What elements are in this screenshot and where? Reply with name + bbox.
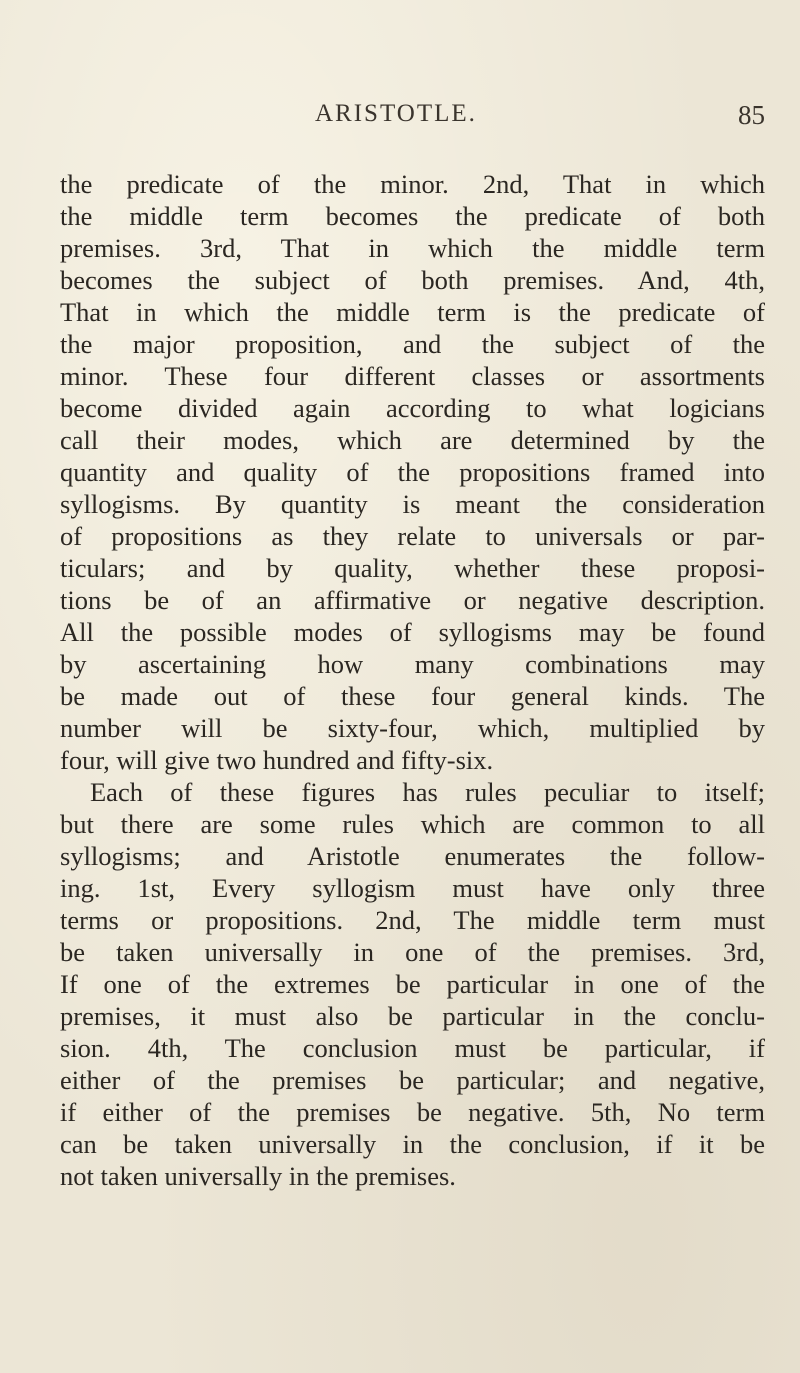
text-line: by ascertaining how many combinations may (60, 649, 765, 679)
text-line: the middle term becomes the predicate of both (60, 201, 765, 231)
text-line: either of the premises be particular; and negative, (60, 1065, 765, 1095)
text-line: Each of these figures has rules peculiar to itself; (90, 777, 765, 807)
text-line: of propositions as they relate to universals or par- (60, 521, 765, 551)
page-number: 85 (738, 100, 765, 130)
text-line: call their modes, which are determined by the (60, 425, 765, 455)
text-line: be made out of these four general kinds. The (60, 681, 765, 711)
text-line: ticulars; and by quality, whether these proposi- (60, 553, 765, 583)
body-text (60, 168, 765, 1192)
text-line: syllogisms; and Aristotle enumerates the follow- (60, 841, 765, 871)
text-line: sion. 4th, The conclusion must be particular, if (60, 1033, 765, 1063)
text-line: not taken universally in the premises. (60, 1161, 456, 1191)
text-line: number will be sixty-four, which, multiplied by (60, 713, 765, 743)
text-line: premises. 3rd, That in which the middle term (60, 233, 765, 263)
text-line: but there are some rules which are common to all (60, 809, 765, 839)
text-line: quantity and quality of the propositions framed into (60, 457, 765, 487)
text-line: minor. These four different classes or assortments (60, 361, 765, 391)
text-line: be taken universally in one of the premises. 3rd, (60, 937, 765, 967)
text-line: becomes the subject of both premises. And, 4th, (60, 265, 765, 295)
text-line: can be taken universally in the conclusion, if it be (60, 1129, 765, 1159)
text-line: ing. 1st, Every syllogism must have only three (60, 873, 765, 903)
running-title: ARISTOTLE. (315, 100, 477, 127)
running-head (60, 100, 765, 140)
text-line: four, will give two hundred and fifty-six. (60, 745, 494, 775)
text-line: the major proposition, and the subject of the (60, 329, 765, 359)
text-line: premises, it must also be particular in the conclu- (60, 1001, 765, 1031)
text-line: terms or propositions. 2nd, The middle term must (60, 905, 765, 935)
text-line: If one of the extremes be particular in one of the (60, 969, 765, 999)
text-line: tions be of an affirmative or negative description. (60, 585, 765, 615)
text-line: the predicate of the minor. 2nd, That in which (60, 169, 765, 199)
text-line: That in which the middle term is the predicate of (60, 297, 765, 327)
text-line: become divided again according to what logicians (60, 393, 765, 423)
text-line: if either of the premises be negative. 5th, No term (60, 1097, 765, 1127)
text-line: All the possible modes of syllogisms may be found (60, 617, 765, 647)
text-line: syllogisms. By quantity is meant the consideration (60, 489, 765, 519)
